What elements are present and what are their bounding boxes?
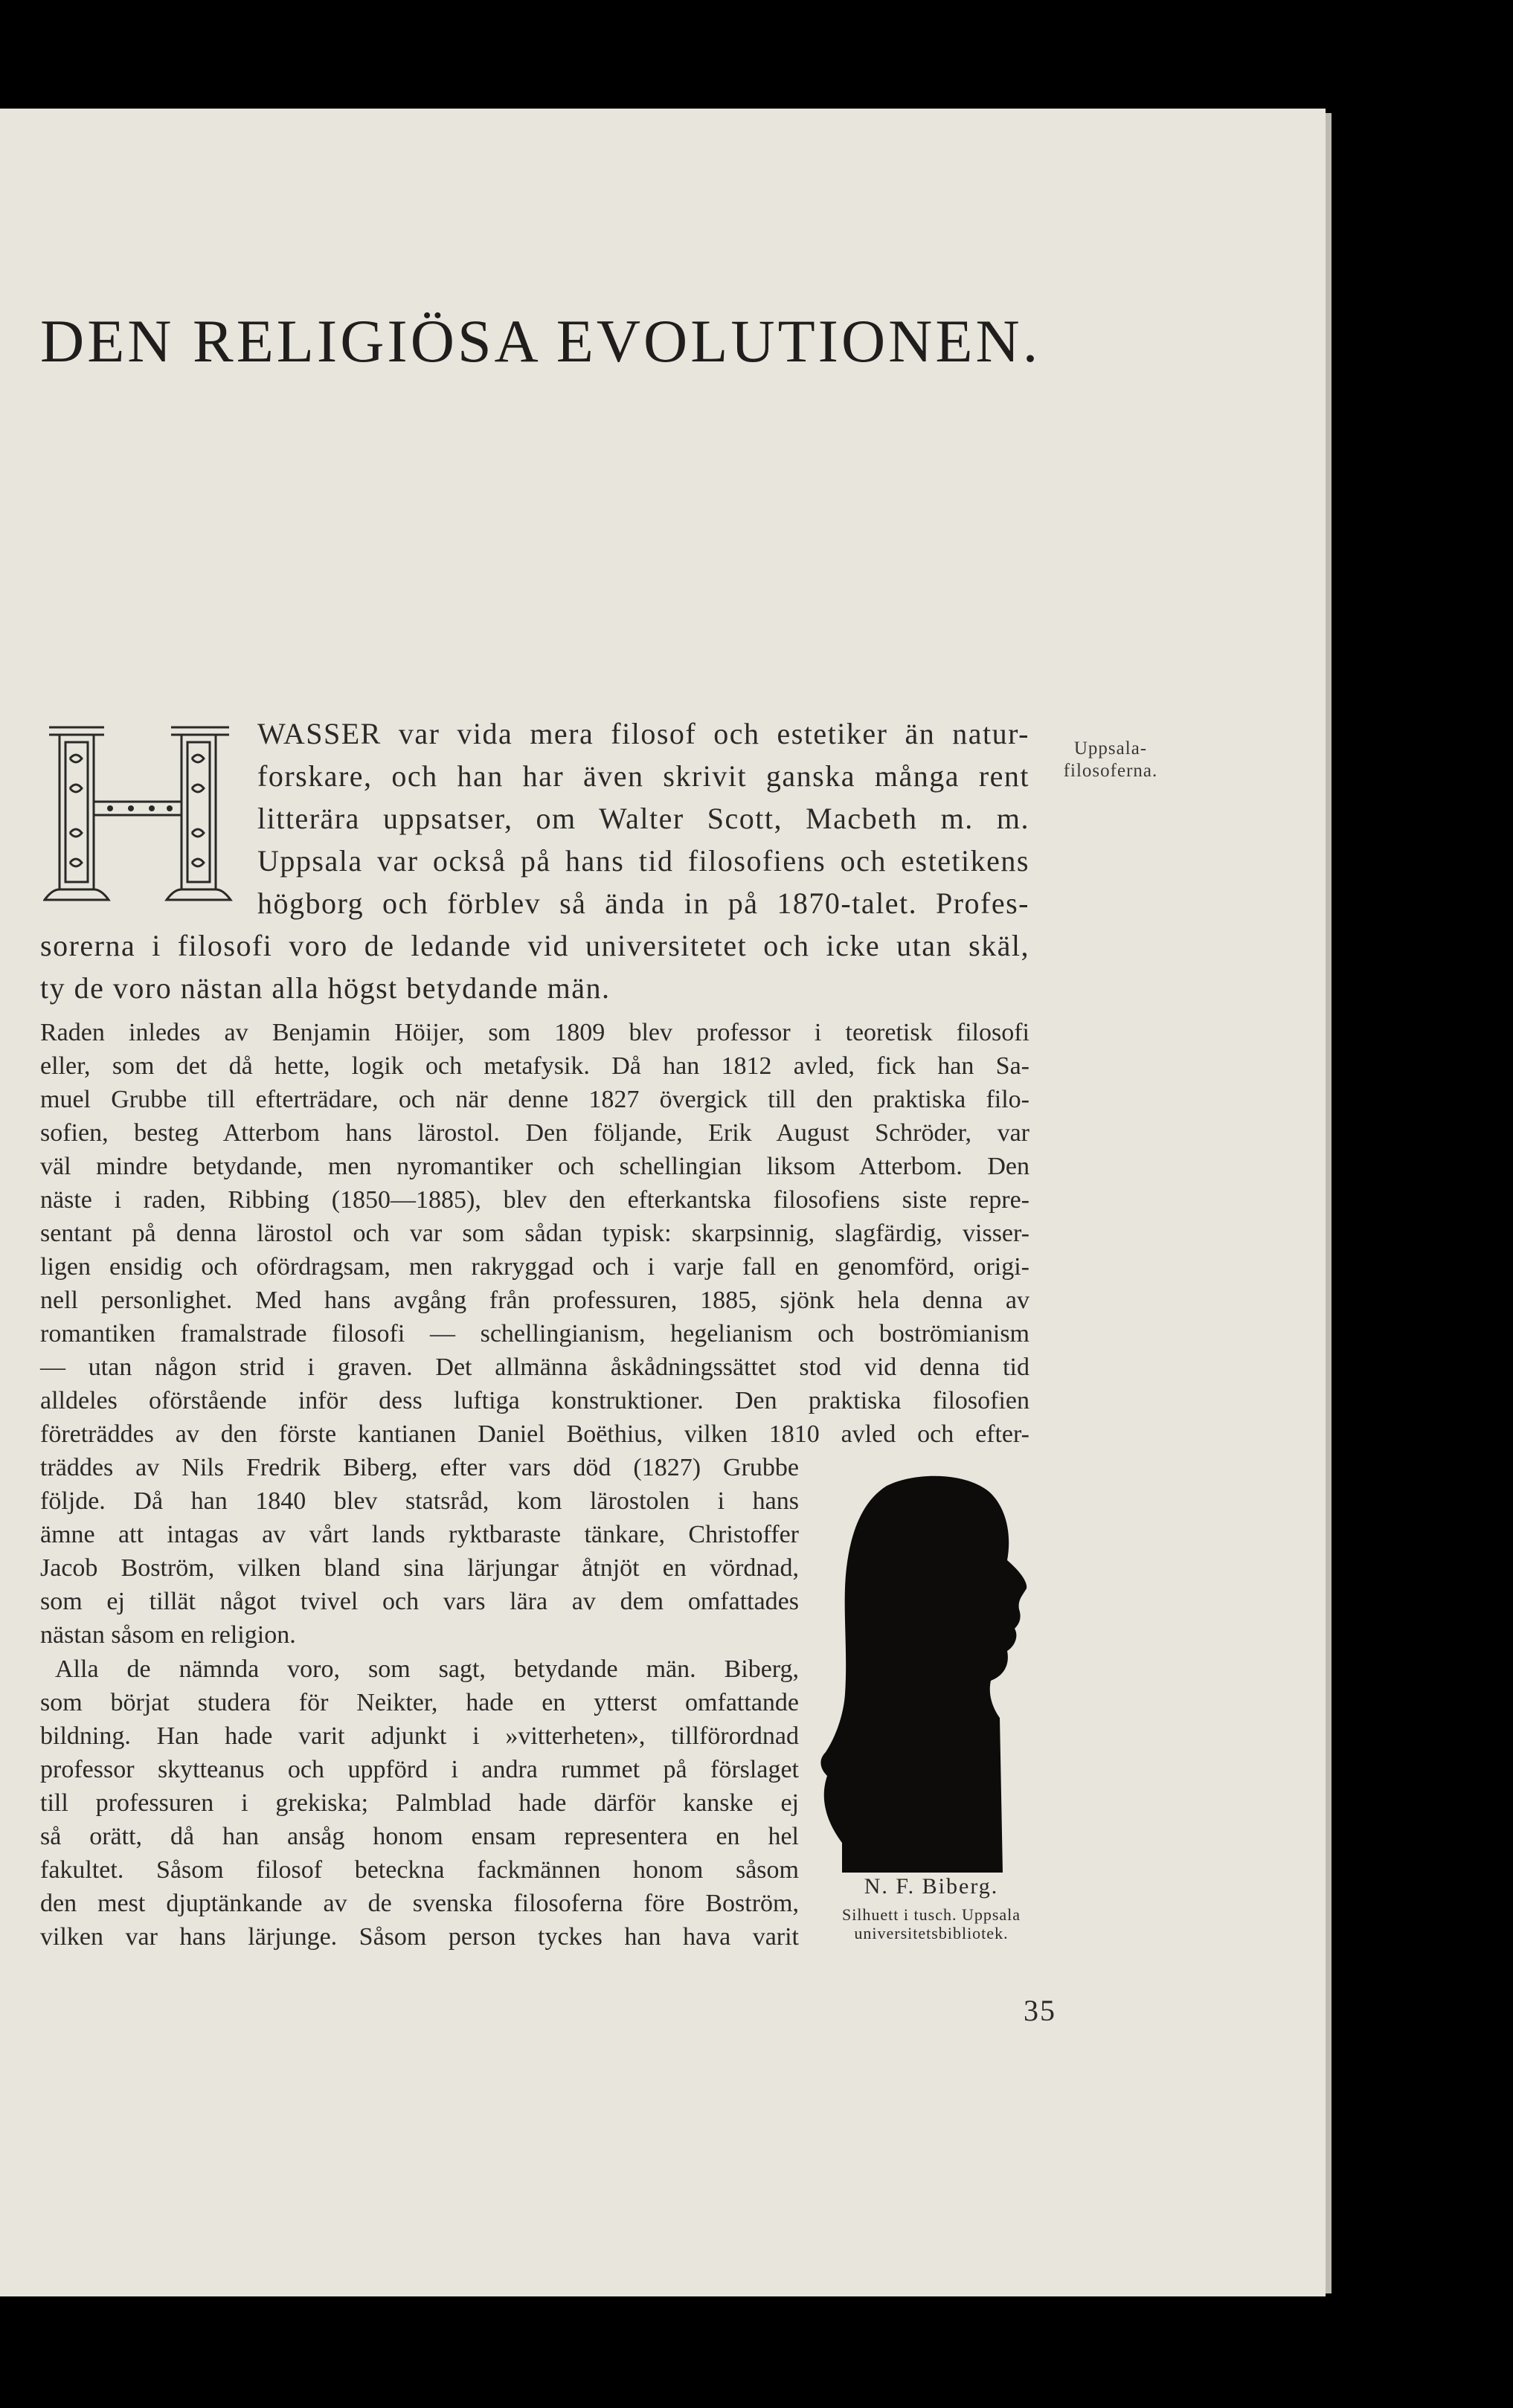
text-line: följde. Då han 1840 blev statsråd, kom lärostolen i hans	[40, 1487, 799, 1515]
drop-cap-h-ornament	[43, 721, 234, 906]
text-line: sentant på denna lärostol och var som sådan typisk: skarpsinnig, slagfärdig, visser-	[40, 1220, 1029, 1247]
body-paragraph-1-full	[40, 1016, 1029, 1451]
text-line: eller, som det då hette, logik och metafysik. Då han 1812 avled, fick han Sa-	[40, 1052, 1029, 1080]
text-line: företräddes av den förste kantianen Daniel Boëthius, vilken 1810 avled och efter-	[40, 1420, 1029, 1448]
lead-paragraph-full	[40, 924, 1029, 1009]
text-line: som ej tillät något tvivel och vars lära av dem omfattades	[40, 1588, 799, 1615]
text-line: romantiken framalstrade filosofi — schellingianism, hegelianism och boströmianism	[40, 1320, 1029, 1348]
text-line: till professuren i grekiska; Palmblad hade därför kanske ej	[40, 1789, 799, 1817]
text-line: Jacob Boström, vilken bland sina lärjungar åtnjöt en vördnad,	[40, 1554, 799, 1582]
text-line: alldeles oförstående inför dess luftiga konstruktioner. Den praktiska filosofien	[40, 1387, 1029, 1414]
figure-caption-source: Silhuett i tusch. Uppsala universitetsbibliotek.	[841, 1905, 1021, 1942]
text-line: vilken var hans lärjunge. Såsom person tyckes han hava varit	[40, 1923, 799, 1951]
text-line: WASSER var vida mera filosof och estetiker än natur-	[257, 717, 1029, 750]
text-line: muel Grubbe till efterträdare, och när denne 1827 övergick till den praktiska filo-	[40, 1086, 1029, 1113]
lead-paragraph-indented	[257, 712, 1029, 924]
text-line: bildning. Han hade varit adjunkt i »vitterheten», tillförordnad	[40, 1722, 799, 1750]
text-line: nell personlighet. Med hans avgång från professuren, 1885, sjönk hela denna av	[40, 1287, 1029, 1314]
text-line: så orätt, då han ansåg honom ensam representera en hel	[40, 1823, 799, 1850]
text-line: sofien, besteg Atterbom hans lärostol. Den följande, Erik August Schröder, var	[40, 1119, 1029, 1147]
page-edge	[1326, 113, 1331, 2293]
text-line: som börjat studera för Neikter, hade en ytterst omfattande	[40, 1689, 799, 1716]
text-line: ty de voro nästan alla högst betydande män.	[40, 971, 611, 1005]
text-line: ligen ensidig och ofördragsam, men rakryggad och i varje fall en genomförd, origi-	[40, 1253, 1029, 1281]
text-line: forskare, och han har även skrivit ganska många rent	[257, 759, 1029, 793]
text-line: högborg och förblev så ända in på 1870-talet. Profes-	[257, 886, 1029, 920]
biberg-silhouette-image	[812, 1471, 1037, 1873]
text-line: sorerna i filosofi voro de ledande vid universitetet och icke utan skäl,	[40, 929, 1029, 962]
margin-note	[1044, 738, 1178, 782]
text-line: näste i raden, Ribbing (1850—1885), blev den efterkantska filosofiens siste repre-	[40, 1186, 1029, 1214]
text-line: väl mindre betydande, men nyromantiker och schellingian liksom Atterbom. Den	[40, 1153, 1029, 1180]
text-line: Alla de nämnda voro, som sagt, betydande män. Biberg,	[55, 1655, 799, 1683]
text-line: fakultet. Såsom filosof beteckna fackmännen honom såsom	[40, 1856, 799, 1884]
chapter-title: DEN RELIGIÖSA EVOLUTIONEN.	[40, 307, 1041, 375]
page-number: 35	[1024, 1994, 1056, 2027]
figure-caption-name: N. F. Biberg.	[864, 1874, 999, 1899]
text-line: professor skytteanus och uppförd i andra rummet på förslaget	[40, 1756, 799, 1783]
body-paragraph-1-narrow	[40, 1451, 799, 1652]
body-paragraph-2	[40, 1652, 799, 1954]
text-line: Raden inledes av Benjamin Höijer, som 1809 blev professor i teoretisk filosofi	[40, 1019, 1029, 1046]
margin-note-text: Uppsala- filosoferna.	[1063, 738, 1158, 781]
text-line: Uppsala var också på hans tid filosofiens och estetikens	[257, 844, 1029, 878]
text-line: litterära uppsatser, om Walter Scott, Macbeth m. m.	[257, 802, 1029, 835]
text-line: nästan såsom en religion.	[40, 1621, 296, 1649]
text-line: — utan någon strid i graven. Det allmänna åskådningssättet stod vid denna tid	[40, 1353, 1029, 1381]
text-line: träddes av Nils Fredrik Biberg, efter vars död (1827) Grubbe	[40, 1454, 799, 1481]
text-line: ämne att intagas av vårt lands ryktbaraste tänkare, Christoffer	[40, 1521, 799, 1548]
text-line: den mest djuptänkande av de svenska filosoferna före Boström,	[40, 1890, 799, 1917]
